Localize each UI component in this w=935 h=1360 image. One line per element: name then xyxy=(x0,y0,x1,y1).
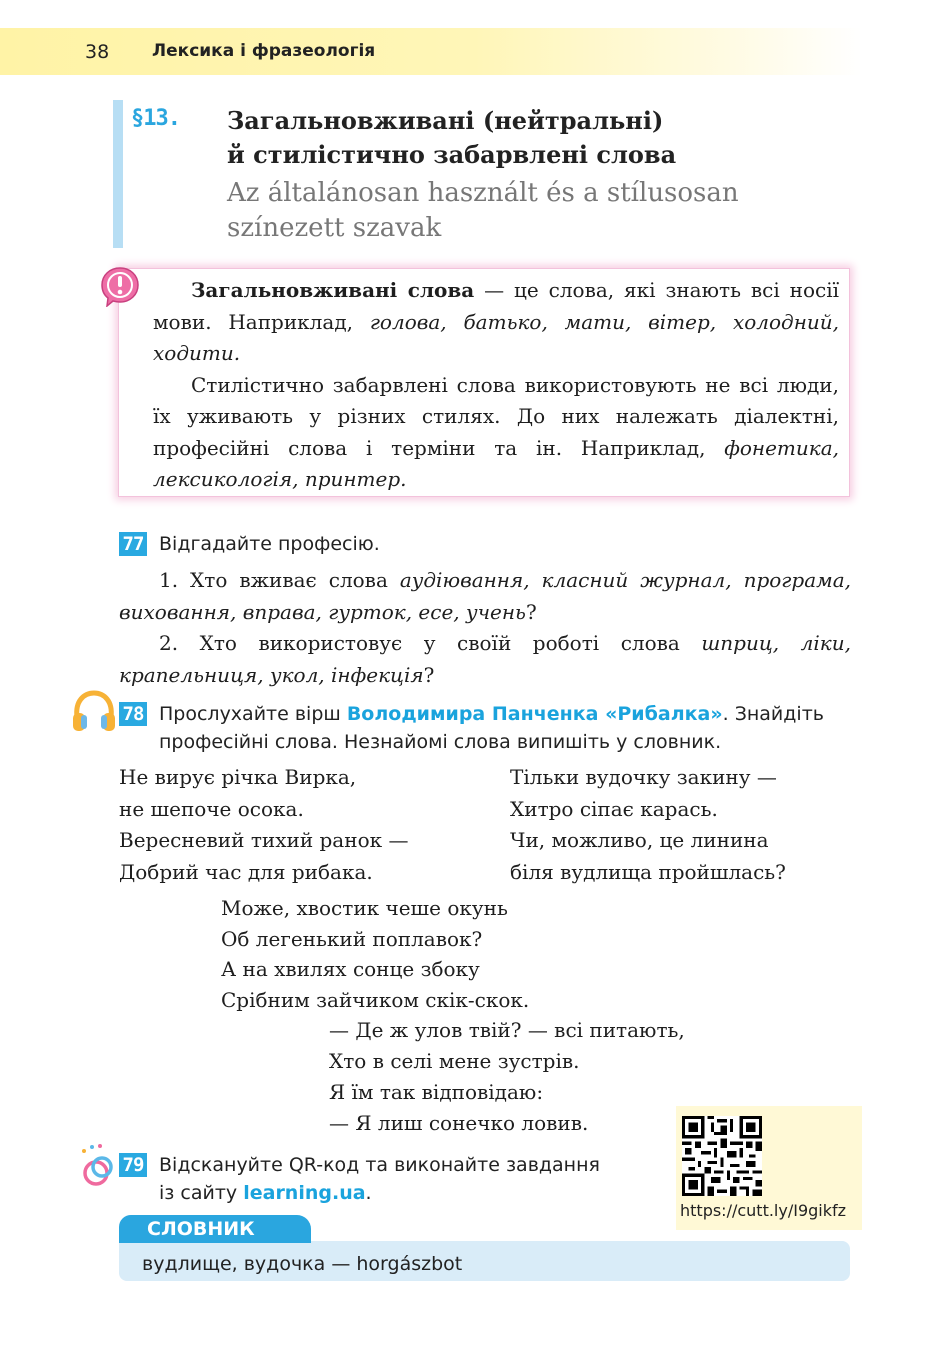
rule-p2-text: Стилістично забарвлені слова використовують не всі люди, їх уживають у різних стилях. До них належать діалектні, професійні слова і терміни та ін. Наприклад, xyxy=(153,372,839,460)
poem-line: — Де ж улов твій? — всі питають, xyxy=(329,1018,685,1042)
exclamation-icon xyxy=(99,265,141,307)
poem-line: біля вудлища пройшлась? xyxy=(510,859,786,884)
exercise-77-question-1 xyxy=(119,565,851,628)
rule-paragraph-2 xyxy=(153,370,839,496)
dictionary-entry: вудлище, вудочка — horgászbot xyxy=(142,1253,463,1275)
page-number: 38 xyxy=(85,41,110,63)
section-bar xyxy=(113,100,123,248)
exercise-78-heading-line2: професійні слова. Незнайомі слова випишіть у словник. xyxy=(159,731,722,753)
dictionary-label: СЛОВНИК xyxy=(147,1218,255,1240)
exercise-79-badge: 79 xyxy=(119,1153,147,1177)
rule-p1-examples: голова, батько, мати, вітер, холодний, ходити. xyxy=(153,309,840,365)
poem-stanza-2 xyxy=(510,762,786,888)
exercise-77-body xyxy=(119,565,851,691)
q2-end: ? xyxy=(423,662,435,687)
poem-line: Хто в селі мене зустрів. xyxy=(329,1049,580,1073)
section-number: §13. xyxy=(131,106,180,131)
poem-line: Хитро сіпає карась. xyxy=(510,796,718,821)
ex79-text: із сайту xyxy=(159,1182,244,1204)
poem-line: Чи, можливо, це линина xyxy=(510,828,769,852)
rule-term: Загальновживані слова xyxy=(191,278,475,302)
rule-p2-examples: фонетика, лексикологія, принтер. xyxy=(153,435,839,491)
section-title xyxy=(227,104,867,172)
section-subtitle-line1: Az általánosan használt és a stílusosan xyxy=(227,178,739,208)
rule-text xyxy=(153,275,839,496)
header-band xyxy=(0,28,862,75)
exercise-78-heading-line1 xyxy=(159,700,859,728)
exercise-79-line2 xyxy=(159,1179,659,1207)
exercise-77-heading: Відгадайте професію. xyxy=(159,533,380,555)
exercise-78-heading xyxy=(159,700,859,756)
q2-words: шприц, ліки, крапельниця, укол, інфекція xyxy=(119,631,851,687)
poem-stanza-3 xyxy=(221,893,529,1015)
ex78-author-title: Володимира Панченка «Рибалка» xyxy=(346,703,723,725)
poem-line: Тільки вудочку закину — xyxy=(510,765,777,789)
interactive-icon xyxy=(78,1143,120,1191)
poem-line: Добрий час для рибака. xyxy=(119,859,373,884)
poem-stanza-1 xyxy=(119,762,408,888)
exercise-78-badge: 78 xyxy=(119,702,147,726)
poem-line: — Я лиш сонечко ловив. xyxy=(329,1111,589,1135)
exercise-79-line1: Відскануйте QR-код та виконайте завдання xyxy=(159,1154,600,1176)
section-title-line1: Загальновживані (нейтральні) xyxy=(227,106,664,135)
headphones-icon xyxy=(70,689,118,733)
poem-line: не шепоче осока. xyxy=(119,796,304,821)
rule-paragraph-1 xyxy=(153,275,839,370)
q2-text: 2. Хто використовує у своїй роботі слова xyxy=(159,631,702,655)
poem-line: Не вирує річка Вирка, xyxy=(119,765,357,789)
q1-text: 1. Хто вживає слова xyxy=(159,568,400,592)
poem-line: Вересневий тихий ранок — xyxy=(119,828,409,852)
poem-line: Я їм так відповідаю: xyxy=(329,1080,544,1104)
section-subtitle-line2: színezett szavak xyxy=(227,213,442,243)
section-subtitle xyxy=(227,176,867,246)
exercise-77-question-2 xyxy=(119,628,851,691)
learning-link[interactable]: learning.ua xyxy=(243,1182,366,1204)
q1-end: ? xyxy=(525,599,537,624)
poem-stanza-4 xyxy=(329,1015,685,1139)
running-title: Лексика і фразеологія xyxy=(152,41,376,61)
poem-line: Об легенький поплавок? xyxy=(221,926,483,951)
q1-words: аудіювання, класний журнал, програма, виховання, вправа, гурток, есе, учень xyxy=(119,568,852,624)
ex79-end: . xyxy=(365,1182,372,1204)
poem-line: А на хвилях сонце збоку xyxy=(221,957,480,981)
poem-line: Може, хвостик чеше окунь xyxy=(221,896,508,920)
ex78-end: . Знайдіть xyxy=(722,703,824,725)
qr-url[interactable]: https://cutt.ly/I9gikfz xyxy=(680,1201,847,1220)
ex78-start: Прослухайте вірш xyxy=(159,703,347,725)
section-title-line2: й стилістично забарвлені слова xyxy=(227,140,677,169)
rule-p1-text: — це слова, які знають всі носії мови. Наприклад, xyxy=(153,278,839,334)
qr-code[interactable] xyxy=(682,1116,762,1196)
exercise-77-badge: 77 xyxy=(119,532,147,556)
exercise-79-heading xyxy=(159,1151,659,1207)
poem-line: Срібним зайчиком скік-скок. xyxy=(221,987,530,1012)
